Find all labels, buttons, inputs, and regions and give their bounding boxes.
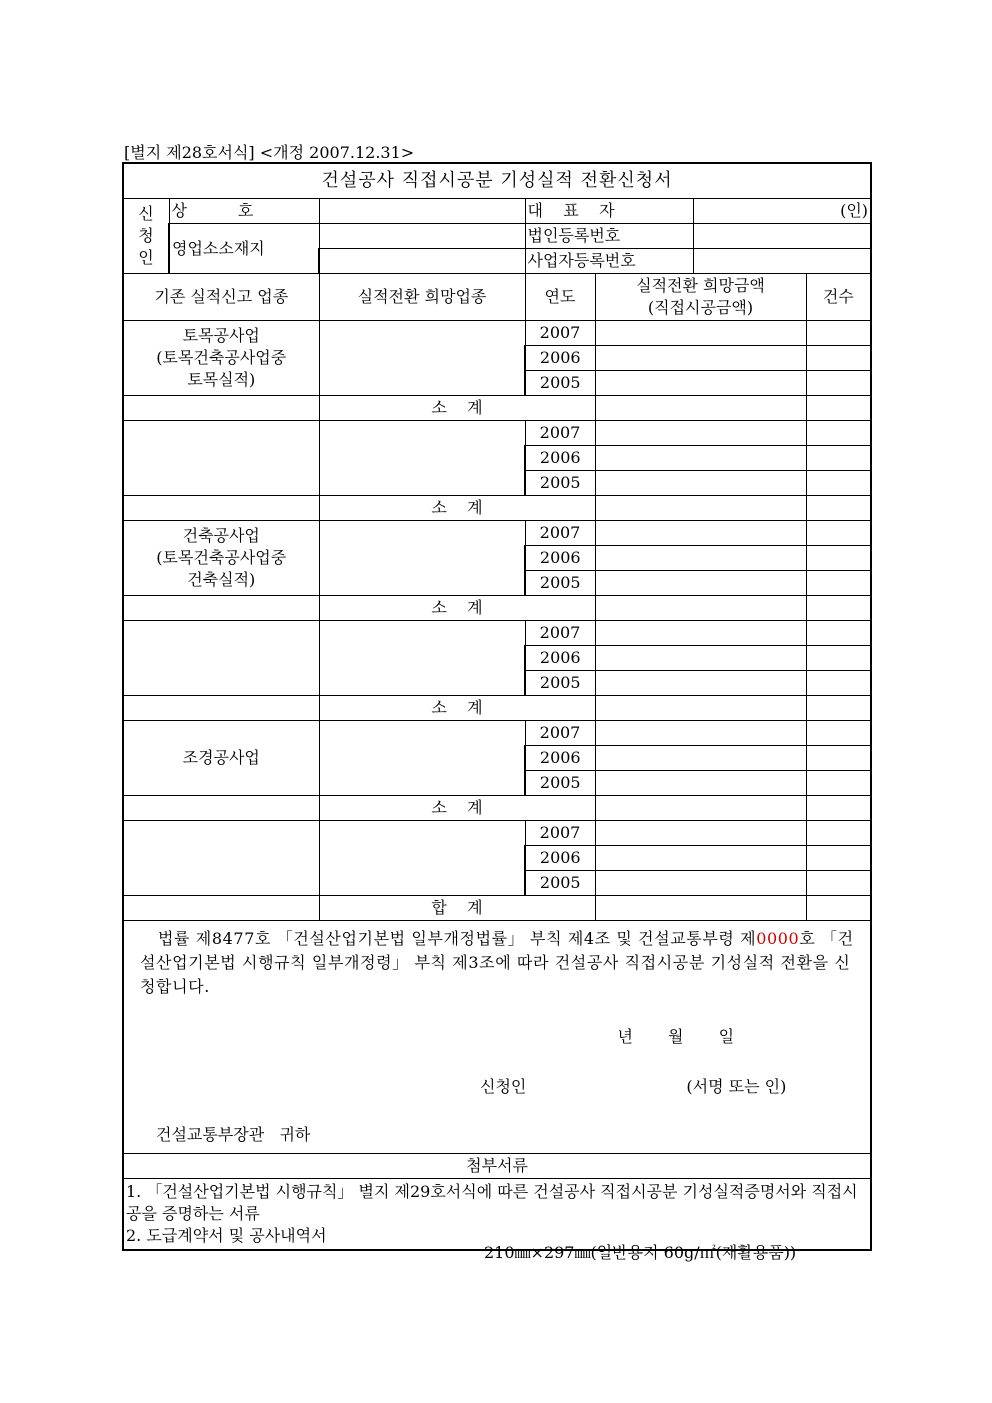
existing-category-cell [123, 721, 319, 796]
subtotal-label: 합 계 [319, 896, 595, 921]
count-cell[interactable] [806, 421, 871, 446]
amount-cell[interactable] [595, 746, 806, 771]
year-cell: 2007 [525, 421, 595, 446]
corp-reg-field[interactable] [693, 224, 871, 249]
subtotal-blank [123, 496, 319, 521]
count-cell[interactable] [806, 371, 871, 396]
declaration-block [123, 921, 871, 1154]
count-cell[interactable] [806, 646, 871, 671]
year-cell: 2005 [525, 571, 595, 596]
subtotal-amount-cell[interactable] [595, 796, 806, 821]
year-cell: 2007 [525, 721, 595, 746]
existing-category-label: 건축공사업 [182, 526, 260, 545]
desired-category-cell[interactable] [319, 721, 525, 796]
subtotal-blank [123, 696, 319, 721]
existing-category-label: (토목건축공사업중 [156, 548, 287, 567]
count-cell[interactable] [806, 846, 871, 871]
subtotal-amount-cell[interactable] [595, 496, 806, 521]
year-cell: 2005 [525, 671, 595, 696]
application-date: 년 월 일 [617, 1027, 735, 1046]
subtotal-row [123, 896, 871, 921]
subtotal-amount-cell[interactable] [595, 596, 806, 621]
amount-cell[interactable] [595, 871, 806, 896]
amount-cell[interactable] [595, 521, 806, 546]
col-existing-category: 기존 실적신고 업종 [123, 274, 319, 321]
recipient: 건설교통부장관 귀하 [156, 1125, 311, 1144]
subtotal-amount-cell[interactable] [595, 696, 806, 721]
existing-category-cell [123, 321, 319, 396]
subtotal-row [123, 396, 871, 421]
amount-cell[interactable] [595, 771, 806, 796]
year-row [123, 721, 871, 746]
count-cell[interactable] [806, 321, 871, 346]
amount-cell[interactable] [595, 846, 806, 871]
existing-category-label: 조경공사업 [182, 748, 260, 767]
existing-category-label: 건축실적) [187, 570, 256, 589]
year-cell: 2006 [525, 846, 595, 871]
year-cell: 2006 [525, 746, 595, 771]
subtotal-blank [123, 396, 319, 421]
year-row [123, 321, 871, 346]
subtotal-blank [123, 596, 319, 621]
existing-category-cell[interactable] [123, 621, 319, 696]
count-cell[interactable] [806, 871, 871, 896]
col-count: 건수 [806, 274, 871, 321]
subtotal-count-cell[interactable] [806, 396, 871, 421]
subtotal-label: 소 계 [319, 496, 595, 521]
amount-cell[interactable] [595, 821, 806, 846]
desired-category-cell[interactable] [319, 821, 525, 896]
corp-reg-label: 법인등록번호 [525, 224, 693, 249]
subtotal-amount-cell[interactable] [595, 396, 806, 421]
attachments-title: 첨부서류 [123, 1154, 871, 1179]
year-cell: 2006 [525, 546, 595, 571]
sign-or-seal-note: (서명 또는 인) [686, 1077, 787, 1096]
existing-category-cell[interactable] [123, 421, 319, 496]
company-name-field[interactable] [319, 199, 525, 224]
year-cell: 2007 [525, 821, 595, 846]
desired-category-cell[interactable] [319, 421, 525, 496]
col-desired-category: 실적전환 희망업종 [319, 274, 525, 321]
amount-cell[interactable] [595, 671, 806, 696]
existing-category-cell [123, 521, 319, 596]
subtotal-row [123, 496, 871, 521]
year-row [123, 821, 871, 846]
existing-category-label: (토목건축공사업중 [156, 348, 287, 367]
desired-category-cell[interactable] [319, 621, 525, 696]
form-number-note: [별지 제28호서식] <개정 2007.12.31> [124, 143, 415, 162]
biz-reg-field[interactable] [693, 249, 871, 274]
count-cell[interactable] [806, 671, 871, 696]
declaration-text: 법률 제8477호 「건설산업기본법 일부개정법률」 부칙 제4조 및 건설교통부령 제0000호 「건설산업기본법 시행규칙 일부개정령」 부칙 제3조에 따라 건설공사 직접시공분 기성실적 전환을 신청합니다. [140, 929, 854, 996]
existing-category-label: 토목공사업 [182, 326, 260, 345]
subtotal-blank [123, 796, 319, 821]
seal-mark: (인) [840, 201, 869, 220]
subtotal-row [123, 796, 871, 821]
amount-cell[interactable] [595, 471, 806, 496]
year-cell: 2005 [525, 771, 595, 796]
subtotal-label: 소 계 [319, 596, 595, 621]
year-cell: 2006 [525, 646, 595, 671]
amount-cell[interactable] [595, 646, 806, 671]
count-cell[interactable] [806, 746, 871, 771]
company-name-label: 상 호 [169, 199, 319, 224]
amount-cell[interactable] [595, 321, 806, 346]
subtotal-count-cell[interactable] [806, 896, 871, 921]
count-cell[interactable] [806, 621, 871, 646]
year-cell: 2007 [525, 621, 595, 646]
subtotal-count-cell[interactable] [806, 596, 871, 621]
col-year: 연도 [525, 274, 595, 321]
count-cell[interactable] [806, 471, 871, 496]
desired-category-cell[interactable] [319, 321, 525, 396]
representative-field[interactable] [693, 199, 871, 224]
subtotal-count-cell[interactable] [806, 696, 871, 721]
amount-cell[interactable] [595, 371, 806, 396]
count-cell[interactable] [806, 521, 871, 546]
subtotal-label: 소 계 [319, 396, 595, 421]
year-cell: 2006 [525, 446, 595, 471]
business-address-label: 영업소소재지 [169, 224, 319, 274]
count-cell[interactable] [806, 721, 871, 746]
amount-cell[interactable] [595, 721, 806, 746]
count-cell[interactable] [806, 821, 871, 846]
attachment-item-2: 2. 도급계약서 및 공사내역서 [126, 1226, 327, 1245]
biz-reg-label: 사업자등록번호 [525, 249, 693, 274]
year-row [123, 421, 871, 446]
subtotal-amount-cell[interactable] [595, 896, 806, 921]
year-cell: 2005 [525, 371, 595, 396]
decree-number-placeholder: 0000 [756, 929, 800, 948]
year-row [123, 621, 871, 646]
subtotal-row [123, 596, 871, 621]
subtotal-label: 소 계 [319, 696, 595, 721]
subtotal-blank [123, 896, 319, 921]
subtotal-row [123, 696, 871, 721]
attachment-item-1: 1. 「건설산업기본법 시행규칙」 별지 제29호서식에 따른 건설공사 직접시공분 기성실적증명서와 직접시공을 증명하는 서류 [126, 1182, 858, 1223]
applicant-section-label: 신 청 인 [123, 199, 169, 274]
desired-category-cell[interactable] [319, 521, 525, 596]
representative-label: 대 표 자 [525, 199, 693, 224]
application-form [122, 162, 872, 1251]
subtotal-label: 소 계 [319, 796, 595, 821]
year-cell: 2007 [525, 521, 595, 546]
paper-spec: 210㎜×297㎜(일반용지 60g/㎡(재활용품)) [484, 1243, 797, 1262]
applicant-sign-label: 신청인 [480, 1077, 527, 1096]
amount-cell[interactable] [595, 421, 806, 446]
subtotal-count-cell[interactable] [806, 496, 871, 521]
form-title: 건설공사 직접시공분 기성실적 전환신청서 [123, 163, 871, 199]
amount-cell[interactable] [595, 446, 806, 471]
year-row [123, 521, 871, 546]
year-cell: 2005 [525, 871, 595, 896]
subtotal-count-cell[interactable] [806, 796, 871, 821]
year-cell: 2007 [525, 321, 595, 346]
col-amount: 실적전환 희망금액 (직접시공금액) [595, 274, 806, 321]
company-name-field-lower[interactable] [319, 224, 525, 249]
business-address-field[interactable] [319, 249, 525, 274]
existing-category-cell[interactable] [123, 821, 319, 896]
amount-cell[interactable] [595, 346, 806, 371]
year-cell: 2005 [525, 471, 595, 496]
amount-cell[interactable] [595, 546, 806, 571]
count-cell[interactable] [806, 446, 871, 471]
amount-cell[interactable] [595, 621, 806, 646]
count-cell[interactable] [806, 546, 871, 571]
year-cell: 2006 [525, 346, 595, 371]
count-cell[interactable] [806, 571, 871, 596]
count-cell[interactable] [806, 346, 871, 371]
count-cell[interactable] [806, 771, 871, 796]
amount-cell[interactable] [595, 571, 806, 596]
existing-category-label: 토목실적) [187, 370, 256, 389]
